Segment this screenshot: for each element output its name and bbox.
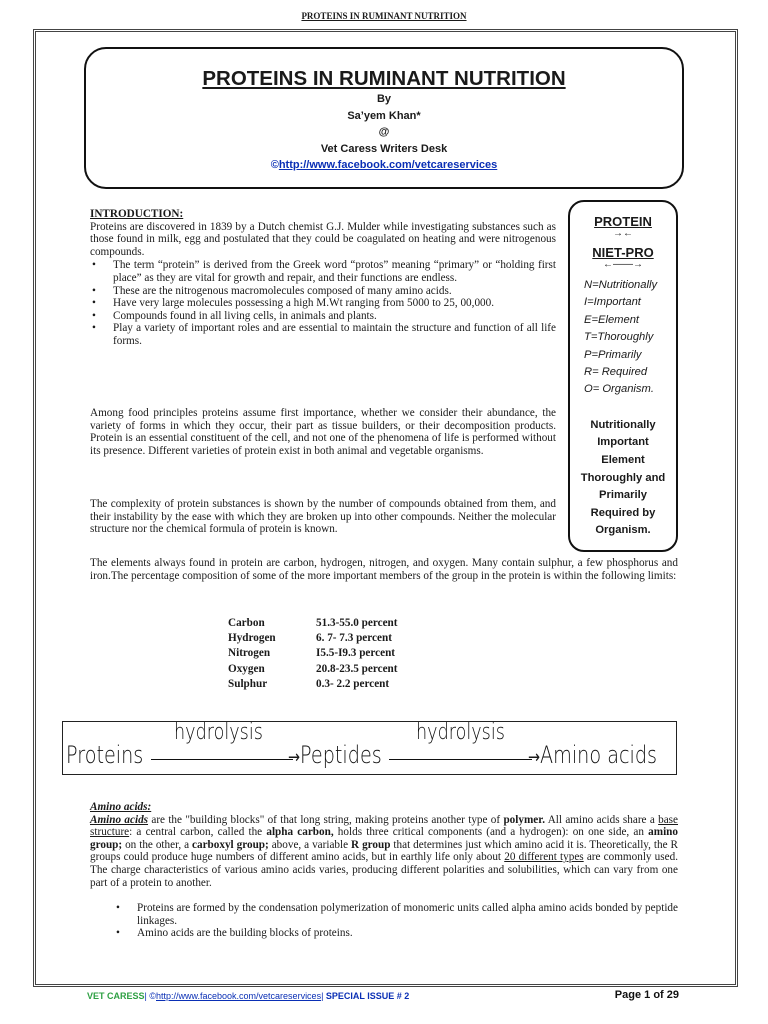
peptides-label: Peptides [300, 741, 382, 769]
element-range: 6. 7- 7.3 percent [316, 632, 392, 645]
list-item: • Proteins are formed by the condensation polymerization of monomeric units called alpha amino acids bonded by peptide linkages. [114, 902, 678, 927]
acronym-item: I=Important [584, 296, 641, 309]
by-line: By [376, 93, 392, 105]
expansion-line: Required by [590, 506, 656, 519]
expansion-line: Primarily [599, 489, 647, 502]
sidebar-heading-protein: PROTEIN [594, 214, 652, 229]
base-structure-term: base structure [90, 813, 679, 839]
table-row [228, 646, 398, 661]
page-number: Page 1 of 29 [614, 989, 679, 1001]
at-sign: @ [378, 126, 390, 138]
expansion-line: Organism. [595, 524, 651, 537]
element-name: Sulphur [228, 677, 268, 690]
amino-acids-bullets [90, 902, 678, 940]
arrow-head-1-icon: → [288, 747, 301, 768]
facebook-link[interactable]: http://www.facebook.com/vetcareservices [278, 159, 498, 171]
author-name: Sa’yem Khan* [347, 109, 421, 122]
diverging-arrows-icon: ←——→ [603, 259, 643, 270]
facebook-link-line [86, 157, 682, 174]
expansion-line: Thoroughly and [580, 471, 666, 484]
introduction-heading: INTRODUCTION: [90, 208, 184, 220]
hydrolysis-label-2: hydrolysis [416, 720, 505, 745]
element-name: Hydrogen [228, 632, 276, 645]
element-name: Carbon [228, 617, 265, 629]
amino-acids-label: Amino acids [540, 741, 658, 769]
arrow-head-2-icon: → [528, 747, 541, 768]
table-row [228, 677, 398, 692]
paragraph-food-principles: Among food principles proteins assume first importance, whether we consider their abundance, the variety of forms in which they occur, their part as tissue builders, or their decomposition products. Protein is an essential constituent of the cell, and not one of the phenomena of life is performed without its presence. Different varieties of protein exist in both animal and vegetable organisms. [90, 407, 556, 457]
acronym-list [570, 277, 676, 399]
element-range: 20.8-23.5 percent [316, 662, 398, 675]
sidebar-heading-niet-pro: NIET-PRO [592, 245, 654, 260]
list-item: • Play a variety of important roles and are essential to maintain the structure and function of all life forms. [90, 322, 556, 347]
title-box [84, 47, 684, 189]
amino-acids-heading: Amino acids: [90, 801, 152, 813]
expansion-line: Important [597, 436, 649, 449]
amino-acids-section [90, 801, 678, 940]
footer-brand: VET CARESS [87, 991, 145, 1001]
acronym-item: N=Nutritionally [584, 279, 658, 291]
acronym-item: R= Required [584, 366, 648, 379]
acronym-item: E=Element [584, 313, 640, 326]
paragraph-elements: The elements always found in protein are carbon, hydrogen, nitrogen, and oxygen. Many contain sulphur, a few phosphorus and iron.The percentage composition of some of the more important members of the group in the protein is within the following limits: [90, 557, 678, 582]
expansion-line: Nutritionally [590, 418, 656, 431]
expansion-line: Element [601, 454, 645, 467]
list-item: • Compounds found in all living cells, in animals and plants. [90, 310, 556, 323]
acronym-item: O= Organism. [584, 383, 654, 396]
amino-acids-term: Amino acids [90, 813, 149, 826]
table-row [228, 616, 398, 631]
introduction-bullets [90, 259, 556, 347]
element-range: 51.3-55.0 percent [316, 617, 398, 629]
list-item: • These are the nitrogenous macromolecules composed of many amino acids. [90, 285, 556, 298]
document-title: PROTEINS IN RUMINANT NUTRITION [202, 67, 566, 90]
footer-separator: | © [144, 991, 156, 1001]
composition-table [228, 616, 398, 692]
list-item: • Amino acids are the building blocks of proteins. [114, 927, 678, 940]
element-name: Oxygen [228, 662, 265, 675]
element-range: I5.5-I9.3 percent [316, 647, 396, 660]
twenty-types-term: 20 different types [504, 851, 584, 864]
introduction-section [90, 208, 556, 348]
table-row [228, 631, 398, 646]
hydrolysis-diagram [62, 721, 677, 775]
list-item: • The term “protein” is derived from the Greek word “protos” meaning “primary” or “holding first place” as they are vital for growth and repair, and their functions are endless. [90, 259, 556, 284]
element-range: 0.3- 2.2 percent [316, 677, 390, 690]
acronym-item: T=Thoroughly [584, 331, 654, 344]
niet-pro-sidebar [568, 200, 678, 552]
acronym-expansion [570, 417, 676, 540]
hydrolysis-label-1: hydrolysis [174, 720, 263, 745]
footer-link[interactable]: http://www.facebook.com/vetcareservices [156, 991, 322, 1001]
copyright-symbol: © [270, 159, 279, 171]
running-header: PROTEINS IN RUMINANT NUTRITION [301, 11, 467, 21]
reaction-line-1 [151, 759, 293, 760]
converging-arrows-icon: →← [613, 228, 633, 239]
amino-acids-paragraph: Amino acids are the "building blocks" of that long string, making proteins another type of polymer. All amino acids share a base structure: a central carbon, called the alpha carbon, holds three critical components (and a hydrogen): on one side, an amino group; on the other, a carboxyl group; above, a variable R group that determines just which amino acid it is. Theoretically, the R groups could produce huge numbers of different amino acids, but in earthly life only about 20 different types are commonly used. The charge characteristics of various amino acids varies, producing different polarities and solubilities, which can vary from one part of a protein to another. [90, 813, 679, 889]
acronym-item: P=Primarily [584, 348, 642, 361]
proteins-label: Proteins [66, 741, 144, 769]
page-footer: VET CARESS| ©http://www.facebook.com/vetcareservices| SPECIAL ISSUE # 2 Page 1 of 29 [87, 989, 679, 1001]
list-item: • Have very large molecules possessing a high M.Wt ranging from 5000 to 25, 00,000. [90, 297, 556, 310]
table-row [228, 662, 398, 677]
reaction-line-2 [389, 759, 532, 760]
paragraph-complexity: The complexity of protein substances is shown by the number of compounds obtained from them, and their instability by the ease with which they are broken up into other compounds. Neither the molecular structure nor the chemical formula of protein is known. [90, 498, 556, 536]
element-name: Nitrogen [228, 647, 271, 660]
organization: Vet Caress Writers Desk [320, 142, 448, 155]
introduction-paragraph: Proteins are discovered in 1839 by a Dutch chemist G.J. Mulder while investigating substances such as those found in milk, egg and postulated that they could be coagulated on heating and were nitrogenous compounds. [90, 220, 556, 258]
footer-issue: SPECIAL ISSUE # 2 [325, 991, 410, 1001]
